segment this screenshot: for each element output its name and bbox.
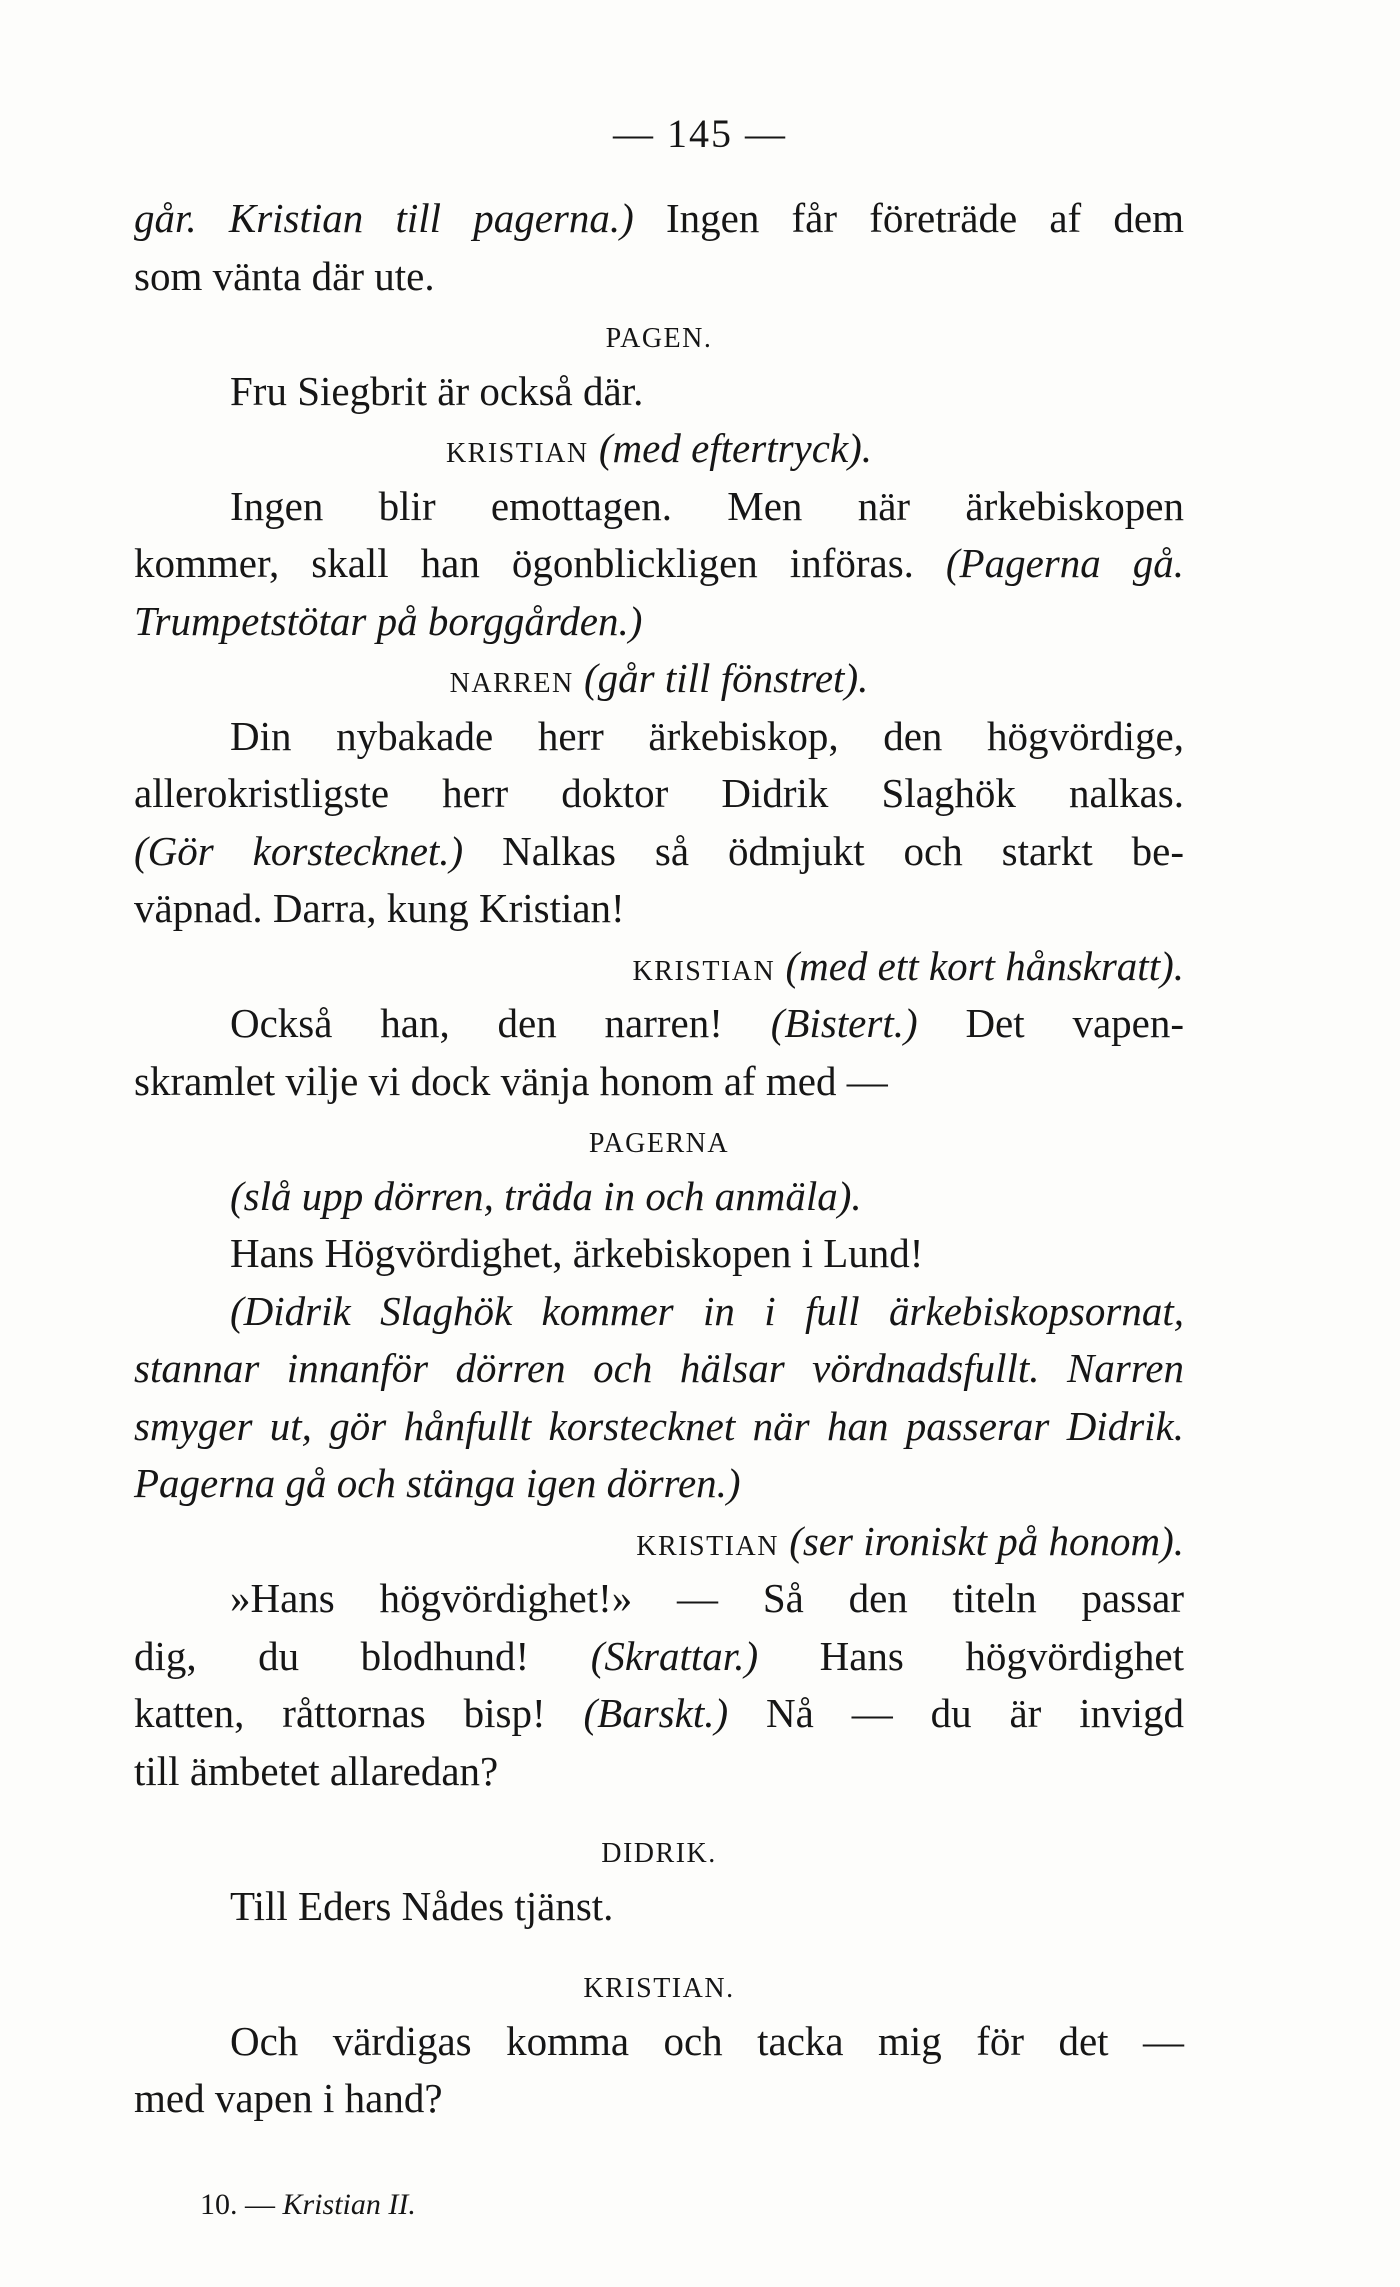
text-line — [134, 535, 1184, 593]
text-line: som vänta där ute. — [134, 252, 435, 299]
speaker-name: NARREN — [449, 668, 574, 699]
stage-direction: (Gör korstecknet.) — [134, 827, 464, 874]
dialogue-text: Det vapen- — [917, 1000, 1185, 1046]
stage-direction: (går till fönstret). — [584, 655, 869, 701]
speaker-name: KRISTIAN. — [583, 1973, 735, 2004]
stage-direction: (Skrattar.) — [590, 1632, 759, 1679]
speaker-name: KRISTIAN — [632, 955, 776, 987]
dialogue-text: dig, du blodhund! — [134, 1632, 591, 1679]
speaker-name: DIDRIK. — [601, 1838, 717, 1869]
stage-direction: (ser ironiskt på honom). — [789, 1517, 1184, 1564]
dialogue-text: kommer, skall han ögonblickligen införas. — [134, 540, 914, 586]
sheet-number: 10. — — [200, 2188, 283, 2221]
speaker-heading — [134, 305, 1184, 363]
speaker-name: KRISTIAN — [636, 1530, 779, 1562]
stage-direction: Trumpetstötar på borggården.) — [134, 597, 643, 644]
speaker-heading — [134, 1955, 1184, 2013]
text-line: Hans Högvördighet, ärkebiskopen i Lund! — [230, 1230, 924, 1276]
speaker-name: PAGEN. — [605, 323, 713, 354]
spacer — [134, 1800, 1184, 1820]
text-line: Ingen blir emottagen. Men när ärkebiskopen — [230, 482, 1184, 529]
dialogue-text: Nå — du är invigd — [728, 1690, 1184, 1736]
text-line — [134, 1685, 1184, 1743]
stage-direction: (Pagerna gå. — [913, 540, 1184, 586]
stage-direction: smyger ut, gör hånfullt korstecknet när han passerar Didrik. — [134, 1402, 1184, 1449]
speaker-heading — [134, 1110, 1184, 1168]
spacer — [134, 1935, 1184, 1955]
sheet-signature: Kristian II. — [282, 2188, 416, 2221]
stage-direction: Pagerna gå och stänga igen dörren.) — [134, 1460, 741, 1506]
text-line: Till Eders Nådes tjänst. — [230, 1882, 614, 1929]
stage-direction: (med eftertryck). — [598, 425, 873, 471]
speaker-heading — [134, 420, 1184, 478]
text-line: Fru Siegbrit är också där. — [230, 367, 644, 414]
text-line — [134, 995, 1184, 1053]
text-line: »Hans högvördighet!» — Så den titeln passar — [230, 1575, 1184, 1621]
speaker-heading — [134, 938, 1184, 996]
text-line: allerokristligste herr doktor Didrik Slaghök nalkas. — [134, 770, 1184, 816]
page-number: — 145 — — [613, 111, 787, 156]
text-line: väpnad. Darra, kung Kristian! — [134, 885, 625, 931]
text-line: skramlet vilje vi dock vänja honom af med — — [134, 1057, 888, 1104]
speaker-name: KRISTIAN — [445, 438, 589, 469]
speaker-heading — [134, 1513, 1184, 1571]
stage-direction: (slå upp dörren, träda in och anmäla). — [230, 1172, 862, 1219]
dialogue-text: Nalkas så ödmjukt och starkt be- — [463, 827, 1184, 874]
stage-direction: (Bistert.) — [770, 1000, 918, 1046]
text-line: till ämbetet allaredan? — [134, 1747, 499, 1794]
dialogue-text: katten, råttornas bisp! — [134, 1690, 584, 1736]
speaker-heading — [134, 1820, 1184, 1878]
text-line: Och värdigas komma och tacka mig för det — — [230, 2017, 1184, 2064]
speaker-heading — [134, 650, 1184, 708]
text-line: med vapen i hand? — [134, 2075, 443, 2121]
page-text — [134, 190, 1184, 2128]
dialogue-text: Ingen får företräde af dem — [633, 195, 1184, 241]
dialogue-text: Hans högvördighet — [758, 1632, 1184, 1679]
text-line — [134, 823, 1184, 881]
stage-direction: (med ett kort hånskratt). — [785, 942, 1184, 989]
text-line: Din nybakade herr ärkebiskop, den högvördige, — [230, 712, 1184, 759]
text-line — [134, 190, 1184, 248]
speaker-name: PAGERNA — [588, 1128, 730, 1159]
stage-direction: stannar innanför dörren och hälsar vördnadsfullt. Narren — [134, 1345, 1184, 1391]
dialogue-text: Också han, den narren! — [230, 1000, 771, 1046]
stage-direction: går. Kristian till pagerna.) — [134, 195, 634, 241]
stage-direction: (Barskt.) — [583, 1690, 729, 1736]
text-line — [134, 1628, 1184, 1686]
signature-mark — [200, 2188, 416, 2222]
stage-direction: (Didrik Slaghök kommer in i full ärkebiskopsornat, — [230, 1287, 1184, 1334]
